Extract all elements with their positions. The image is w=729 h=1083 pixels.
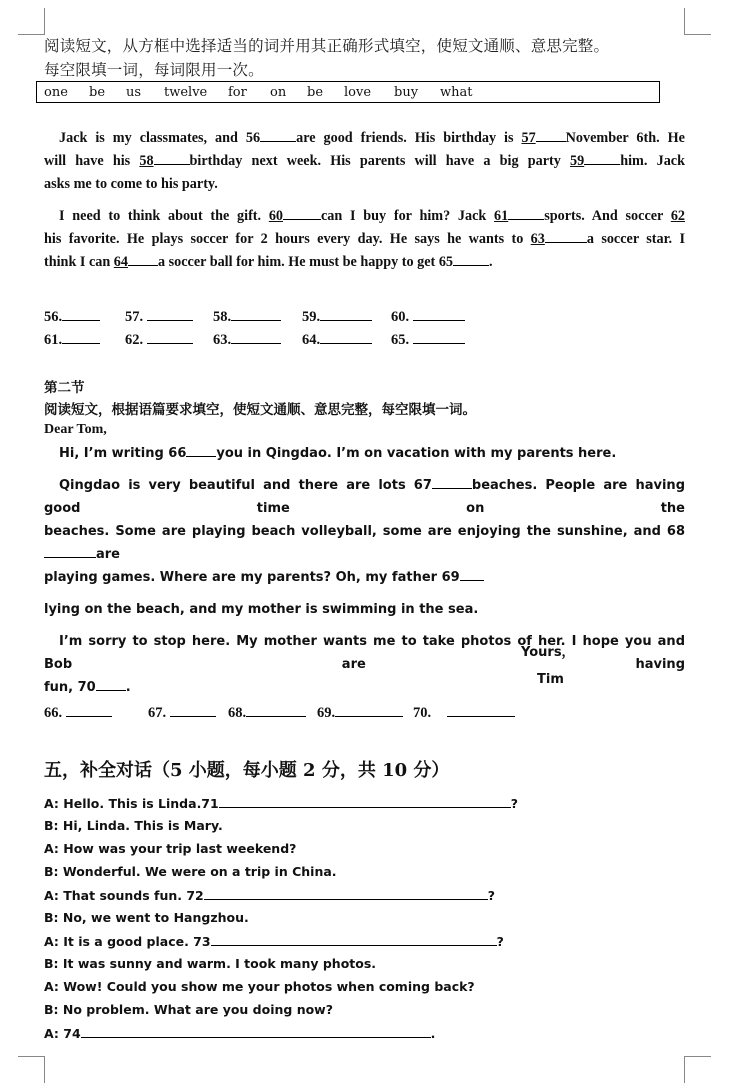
- answer-blank[interactable]: [283, 207, 321, 220]
- answer-blank[interactable]: [584, 152, 620, 165]
- answer-blank[interactable]: [81, 1025, 431, 1038]
- letter-line: Hi, I’m writing 66 you in Qingdao. I’m on vacation with my parents here.: [59, 446, 617, 461]
- word-bank-item: be: [307, 85, 324, 100]
- answer-blank[interactable]: [128, 253, 158, 266]
- dialogue-line: B: Hi, Linda. This is Mary.: [44, 818, 223, 833]
- section-2-instruction: 阅读短文，根据语篇要求填空，使短文通顺、意思完整，每空限填一词。: [44, 402, 476, 418]
- answer-slot[interactable]: 67.: [148, 704, 216, 722]
- letter-line: fun, 70 .: [44, 680, 131, 695]
- letter-line: Qingdao is very beautiful and there are lots 67 beaches. People are having good time on the: [44, 478, 685, 516]
- answer-slot[interactable]: 70.: [413, 704, 515, 722]
- word-bank-item: be: [89, 85, 106, 100]
- word-bank-item: what: [440, 85, 473, 100]
- instruction-line-1: 阅读短文，从方框中选择适当的词并用其正确形式填空，使短文通顺、意思完整。: [44, 37, 610, 55]
- corner-mark-top-right: [684, 8, 711, 35]
- answer-slot[interactable]: 58.: [213, 308, 281, 326]
- passage-line: think I can 64 a soccer ball for him. He must be happy to get 65 .: [44, 254, 493, 270]
- answer-blank[interactable]: [536, 129, 566, 142]
- corner-mark-top-left: [18, 8, 45, 35]
- dialogue-line: A: That sounds fun. 72 ?: [44, 888, 496, 903]
- word-bank-item: one: [44, 85, 68, 100]
- dialogue-line: A: It is a good place. 73 ?: [44, 934, 504, 949]
- letter-greeting: Dear Tom,: [44, 422, 107, 437]
- word-bank-item: us: [126, 85, 142, 100]
- answer-blank[interactable]: [460, 568, 484, 581]
- letter-signature: Tim: [537, 672, 564, 687]
- dialogue-line: A: 74 .: [44, 1026, 436, 1041]
- answer-blank[interactable]: [260, 129, 296, 142]
- dialogue-line: B: It was sunny and warm. I took many photos.: [44, 956, 377, 971]
- answer-blank[interactable]: [44, 545, 96, 558]
- answer-slot[interactable]: 68.: [228, 704, 306, 722]
- dialogue-line: B: No, we went to Hangzhou.: [44, 910, 249, 925]
- passage-line: Jack is my classmates, and 56 are good friends. His birthday is 57 November 6th. He: [59, 130, 685, 146]
- answer-slot[interactable]: 65.: [391, 331, 465, 349]
- answer-blank[interactable]: [204, 887, 488, 900]
- corner-mark-bottom-right: [684, 1056, 711, 1083]
- answer-slot[interactable]: 60.: [391, 308, 465, 326]
- section-2-title: 第二节: [44, 380, 85, 396]
- word-bank-item: buy: [394, 85, 419, 100]
- answer-blank[interactable]: [453, 253, 489, 266]
- letter-line: I’m sorry to stop here. My mother wants me to take photos of her. I hope you and Bob are having: [44, 634, 685, 672]
- answer-slot[interactable]: 62.: [125, 331, 193, 349]
- answer-slot[interactable]: 69.: [317, 704, 403, 722]
- word-bank-item: on: [270, 85, 287, 100]
- passage-line: I need to think about the gift. 60 can I buy for him? Jack 61 sports. And soccer 62: [59, 208, 685, 224]
- letter-line: beaches. Some are playing beach volleyball, some are enjoying the sunshine, and 68are: [44, 524, 685, 562]
- answer-slot[interactable]: 56.: [44, 308, 100, 326]
- dialogue-line: A: Wow! Could you show me your photos when coming back?: [44, 979, 475, 994]
- passage-line: asks me to come to his party.: [44, 176, 218, 192]
- word-bank-item: love: [344, 85, 372, 100]
- answer-blank[interactable]: [508, 207, 544, 220]
- answer-slot[interactable]: 57.: [125, 308, 193, 326]
- word-bank-item: for: [228, 85, 247, 100]
- answer-blank[interactable]: [96, 678, 126, 691]
- answer-blank[interactable]: [219, 795, 511, 808]
- passage-section-1: [44, 127, 685, 274]
- instruction-line-2: 每空限填一词，每词限用一次。: [44, 61, 264, 79]
- answer-blank[interactable]: [545, 230, 587, 243]
- dialogue-line: A: Hello. This is Linda.71 ?: [44, 796, 518, 811]
- corner-mark-bottom-left: [18, 1056, 45, 1083]
- answer-blank[interactable]: [211, 933, 497, 946]
- dialogue-line: B: No problem. What are you doing now?: [44, 1002, 333, 1017]
- dialogue-line: A: How was your trip last weekend?: [44, 841, 297, 856]
- answer-slot[interactable]: 61.: [44, 331, 100, 349]
- section-5-title: 五，补全对话（5 小题，每小题 2 分，共 10 分）: [44, 760, 450, 781]
- passage-line: his favorite. He plays soccer for 2 hours every day. He says he wants to 63 a soccer star. I: [44, 231, 685, 247]
- word-bank-box: [36, 81, 660, 103]
- passage-line: will have his 58 birthday next week. His parents will have a big party 59 him. Jack: [44, 153, 685, 169]
- answer-slot[interactable]: 59.: [302, 308, 372, 326]
- letter-body: [44, 442, 685, 699]
- letter-line: playing games. Where are my parents? Oh, my father 69: [44, 566, 685, 589]
- answer-slot[interactable]: 63.: [213, 331, 281, 349]
- answer-blank[interactable]: [154, 152, 190, 165]
- answer-slot[interactable]: 66.: [44, 704, 112, 722]
- answer-blank[interactable]: [432, 476, 472, 489]
- answer-blank[interactable]: [186, 444, 216, 457]
- letter-line: lying on the beach, and my mother is swimming in the sea.: [44, 602, 479, 617]
- word-bank-item: twelve: [164, 85, 208, 100]
- answer-slot[interactable]: 64.: [302, 331, 372, 349]
- dialogue-line: B: Wonderful. We were on a trip in China.: [44, 864, 337, 879]
- letter-closing: Yours，: [521, 645, 575, 660]
